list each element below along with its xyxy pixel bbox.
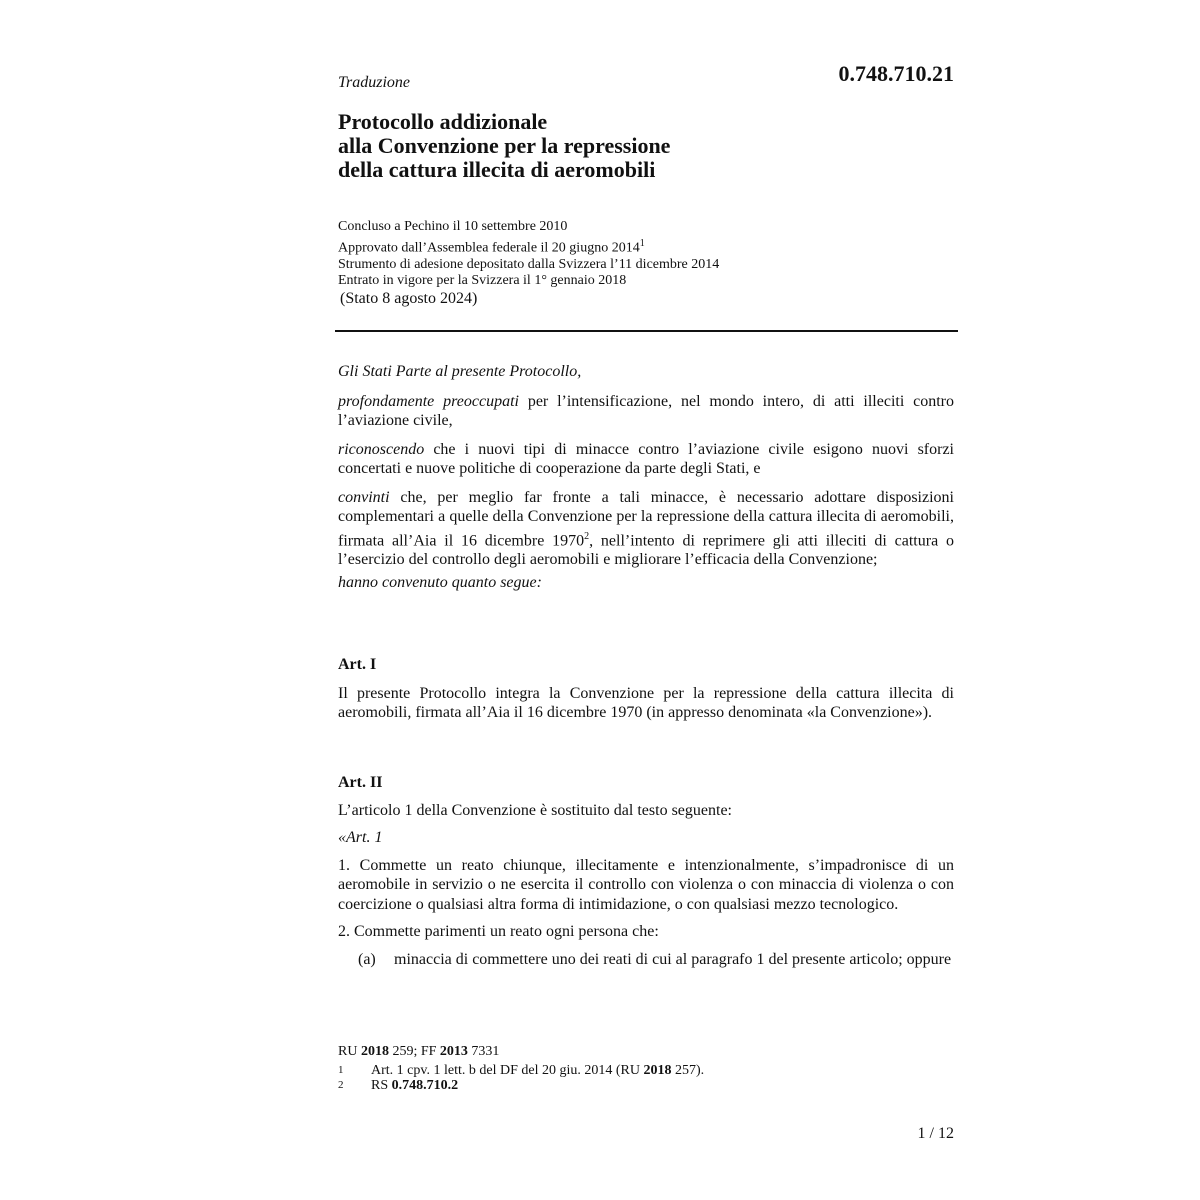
footnote-number: 1 [338,1064,344,1076]
article-heading: Art. II [338,774,383,791]
title-line: alla Convenzione per la repressione [338,133,671,158]
preamble-intro: Gli Stati Parte al presente Protocollo, [338,363,582,380]
subparagraph-marker: (a) [358,950,376,968]
translation-label: Traduzione [338,74,411,91]
footnote: 1 Art. 1 cpv. 1 lett. b del DF del 20 giu. 2014 (RU 2018 257). [338,1063,705,1078]
footnote-number: 2 [338,1079,344,1091]
quoted-article-heading: «Art. 1 [338,829,383,846]
concluded-line: Concluso a Pechino il 10 settembre 2010 [338,219,568,234]
article-1 [338,655,954,723]
footnote: 2 RS 0.748.710.2 [338,1078,459,1093]
article-heading: Art. I [338,656,377,673]
article-paragraph: 2. Commette parimenti un reato ogni persona che: [338,923,659,940]
preamble-paragraph: profondamente preoccupati per l’intensificazione, nel mondo intero, di atti illeciti contro l’aviazione civile, [338,392,955,429]
article-text: Il presente Protocollo integra la Convenzione per la repressione della cattura illecita di aeromobili, firmata all’Aia il 16 dicembre 1970 (in appresso denominata «la Convenzione»). [338,684,954,721]
in-force-line: Entrato in vigore per la Svizzera il 1° gennaio 2018 [338,273,627,289]
document-title [338,110,838,182]
title-line: Protocollo addizionale [338,109,548,134]
article-2 [338,773,954,969]
status-date: (Stato 8 agosto 2024) [340,290,478,307]
article-paragraph: 1. Commette un reato chiunque, illecitamente e intenzionalmente, s’impadronisce di un aeromobile in servizio o ne esercita il controllo con violenza o con minaccia di violenza o con coercizione o qualsiasi altra forma di intimidazione, o con qualsiasi mezzo tecnologico. [338,856,954,913]
preamble-paragraph: riconoscendo che i nuovi tipi di minacce contro l’aviazione civile esigono nuovi sforzi concertati e nuove politiche di cooperazione da parte degli Stati, e [338,440,954,477]
page-number: 1 / 12 [917,1125,954,1142]
footnotes [338,1044,704,1093]
document-code: 0.748.710.21 [838,61,954,86]
subparagraph-text: minaccia di commettere uno dei reati di cui al paragrafo 1 del presente articolo; oppure [394,950,952,968]
official-collection-ref: RU 2018 259; FF 2013 7331 [338,1044,500,1059]
article-subparagraph [338,950,954,970]
preamble-paragraph: convinti che, per meglio far fronte a tali minacce, è necessario adottare disposizioni complementari a quelle della Convenzione per la repressione della cattura illecita di aeromobili, firmata all’Aia il 16 dicembre 1970$^2$, nell’intento di reprimere gli atti illeciti di cattura o l’esercizio del controllo degli aeromobili e migliorare l’efficacia della Convenzione; [338,488,954,569]
document-metadata [338,219,958,290]
instrument-line: Strumento di adesione depositato dalla Svizzera l’11 dicembre 2014 [338,256,720,272]
footnote-ref[interactable]: 2 [584,530,590,542]
preamble [338,362,954,592]
title-line: della cattura illecita di aeromobili [338,157,656,182]
approved-line: Approvato dall’Assemblea federale il 20 giugno 2014$^1$ [338,237,645,256]
preamble-agreed: hanno convenuto quanto segue: [338,573,542,591]
article-text: L’articolo 1 della Convenzione è sostituito dal testo seguente: [338,801,732,819]
header-divider [335,330,958,332]
footnote-ref[interactable]: 1 [639,237,645,249]
